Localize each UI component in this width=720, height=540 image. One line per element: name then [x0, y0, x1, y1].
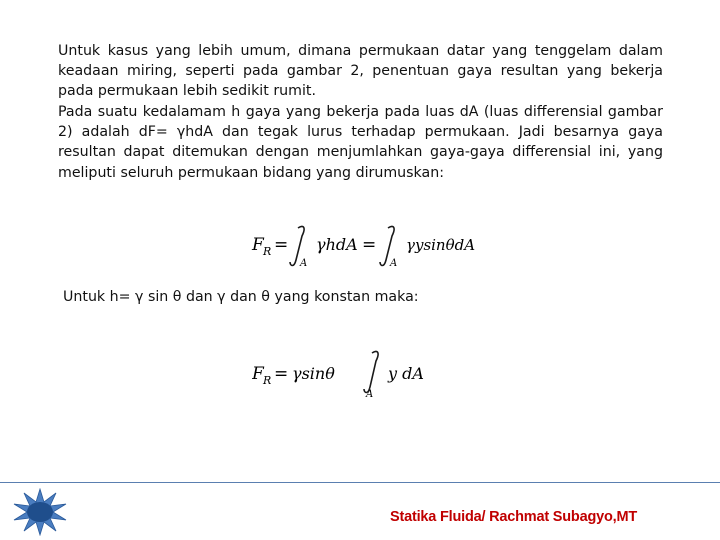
- eq1-equals: =: [274, 235, 289, 255]
- footer-divider: [0, 482, 720, 483]
- paragraph-definition: Pada suatu kedalamam h gaya yang bekerja pada luas dA (luas differensial gambar 2) adalah dF= γhdA dan tegak lurus terhadap permukaan. Jadi besarnya gaya resultan dapat ditemukan dengan menjumlahkan gaya-gaya differensial ini, yang meliputi seluruh permukaan bidang yang dirumuskan:: [58, 104, 663, 181]
- eq2-equals: =: [274, 364, 289, 384]
- equation-resultant-force-constant: [252, 347, 442, 399]
- eq1-term1: γhdA: [316, 235, 358, 254]
- eq2-lhs: F: [252, 364, 264, 384]
- eq2-integrand: y dA: [388, 364, 424, 383]
- eq2-integral-sign: [364, 351, 378, 392]
- eq1-term2: γysinθdA: [406, 236, 476, 254]
- paragraph-intro: Untuk kasus yang lebih umum, dimana permukaan datar yang tenggelam dalam keadaan miring, seperti pada gambar 2, penentuan gaya resultan yang bekerja pada permukaan lebih sedikit rumit.: [58, 43, 663, 100]
- eq1-integral-sub-2: A: [390, 258, 398, 269]
- eq1-lhs-sub: R: [263, 245, 272, 258]
- eq1-equals-2: =: [362, 235, 377, 255]
- footer-credit: Statika Fluida/ Rachmat Subagyo,MT: [390, 509, 637, 525]
- paragraph-condition: Untuk h= γ sin θ dan γ dan θ yang konstan maka:: [63, 289, 419, 305]
- eq2-integral-sub: A: [366, 389, 374, 399]
- eq1-integral-sub: A: [300, 258, 308, 269]
- eq2-lhs-sub: R: [263, 374, 272, 387]
- eq1-lhs: F: [252, 235, 264, 255]
- blue-star-logo-icon: [12, 488, 68, 536]
- eq2-factor: γsinθ: [292, 364, 335, 383]
- equation-resultant-force: [250, 222, 490, 270]
